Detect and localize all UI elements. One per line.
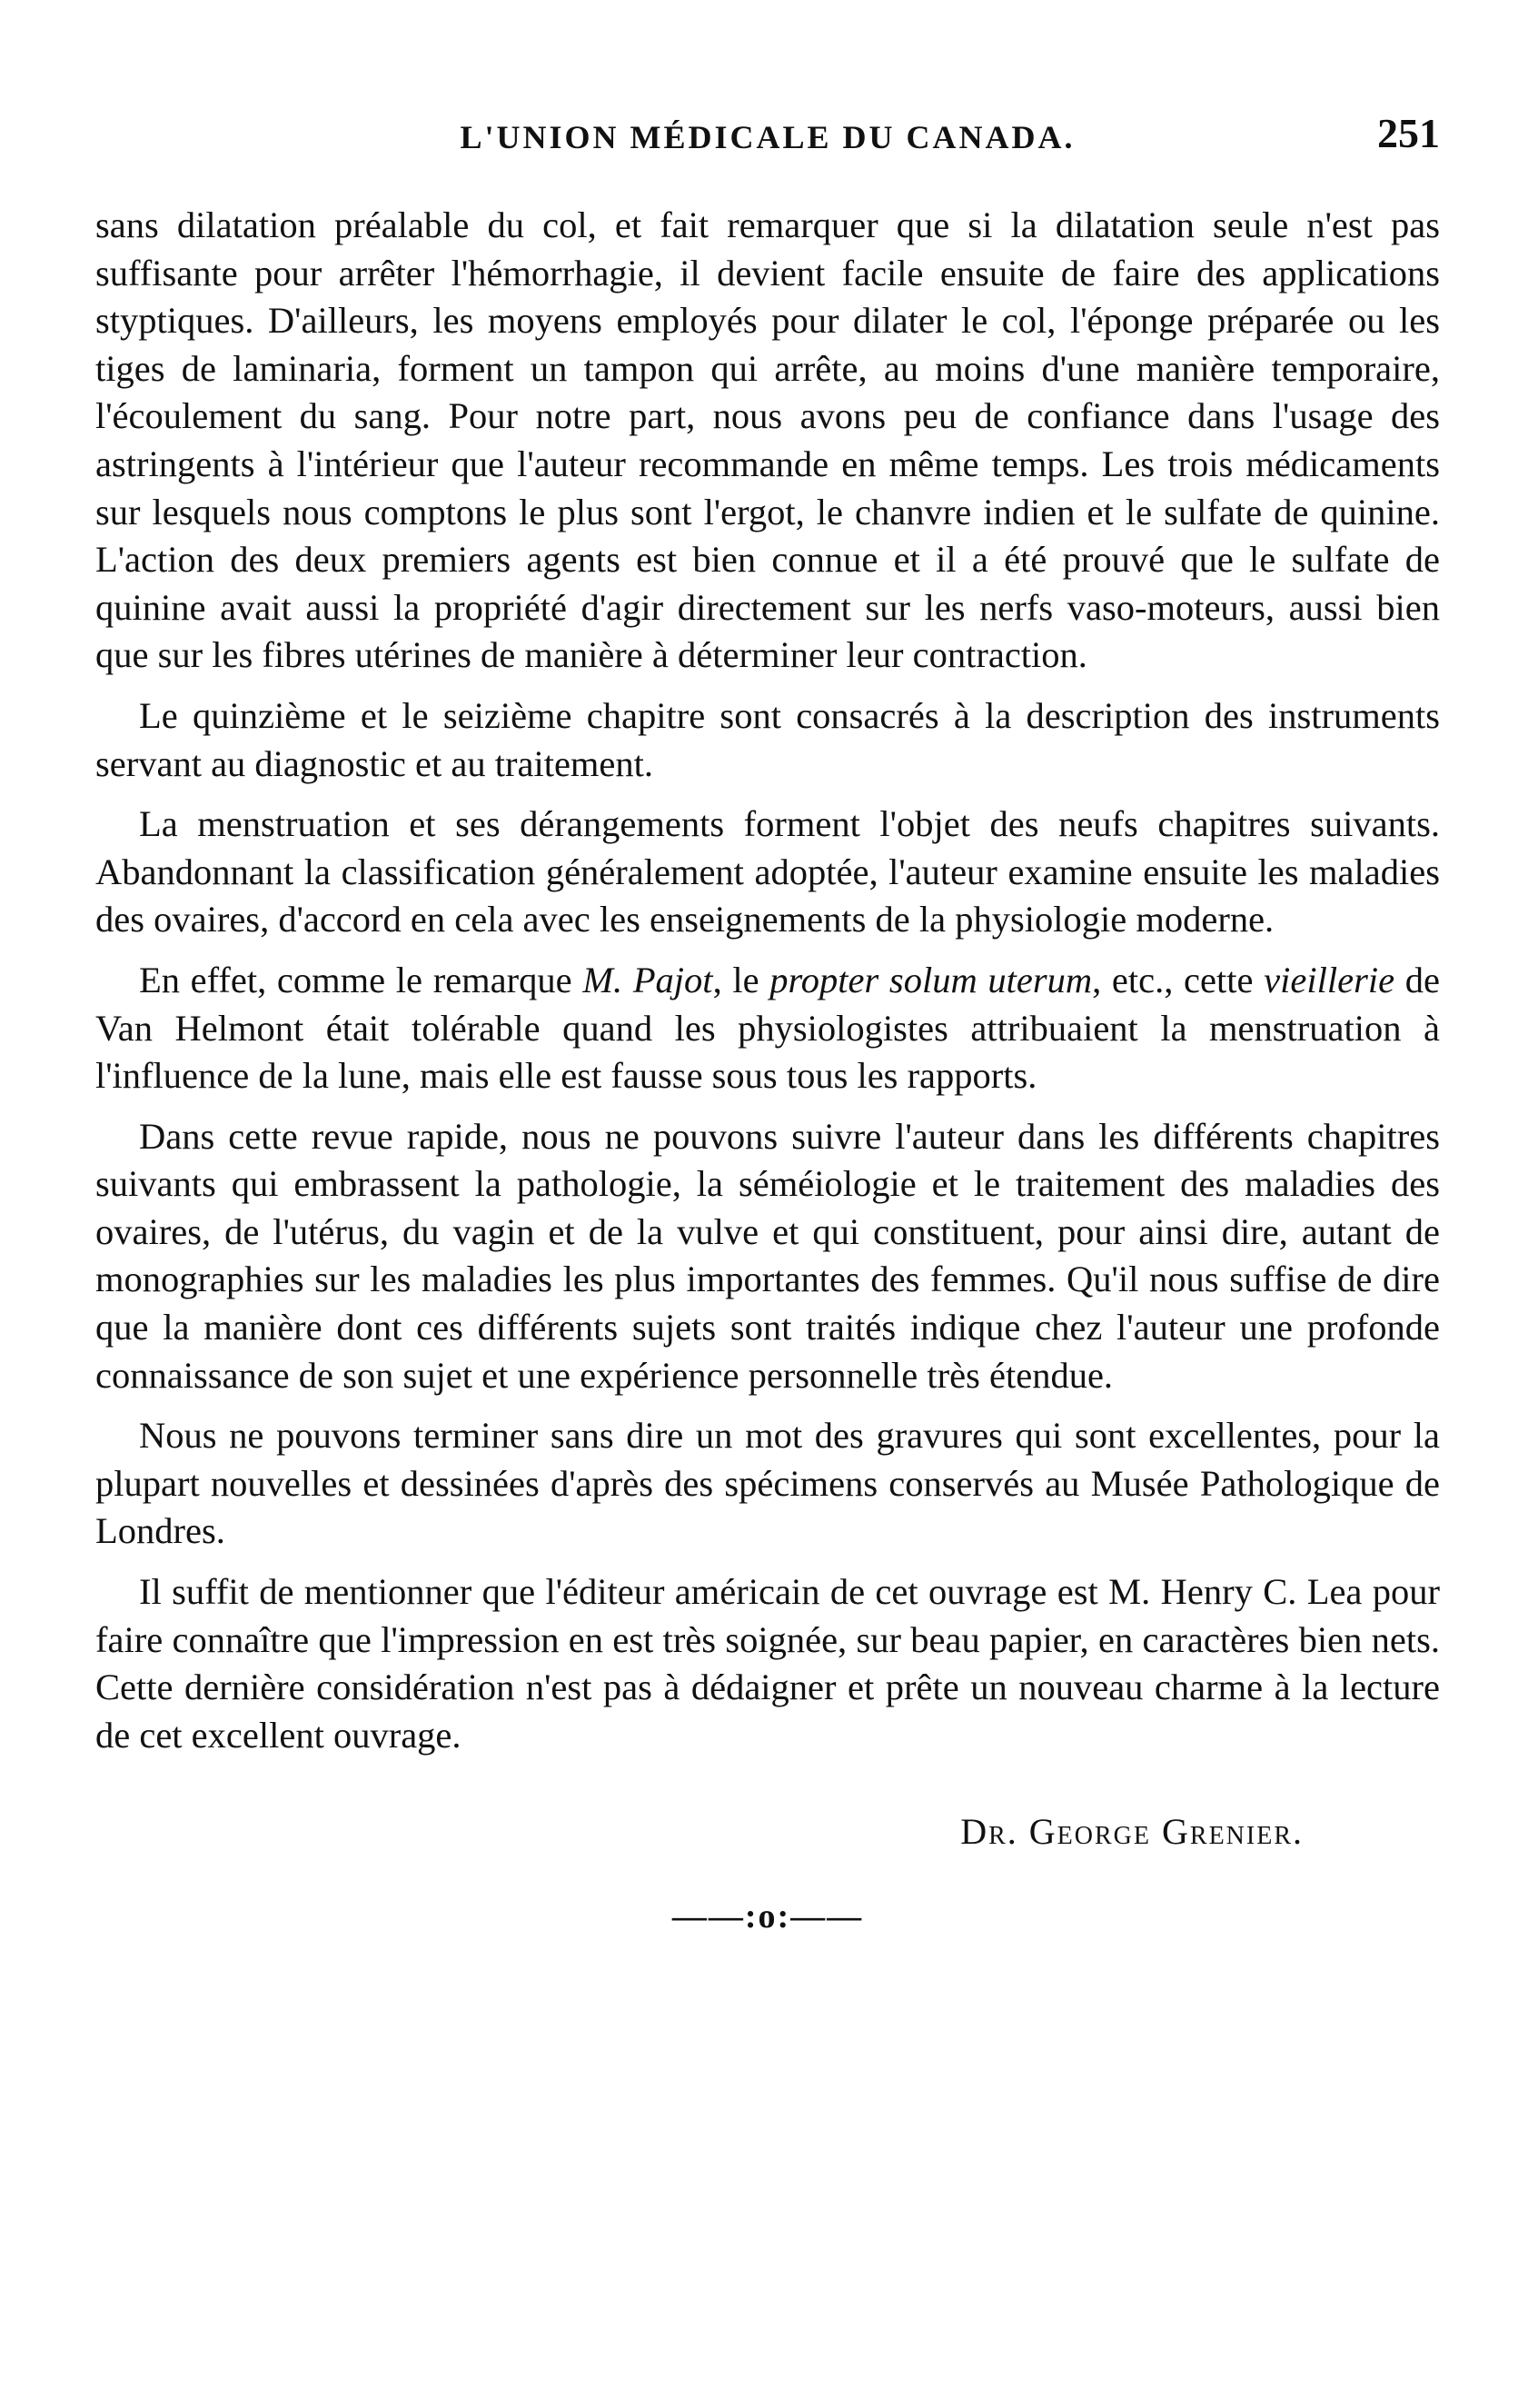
paragraph-5 [95, 1113, 1440, 1400]
paragraph-text: Nous ne pouvons terminer sans dire un mot des gravures qui sont excellentes, pour la plupart nouvelles et dessinées d'après des spécimens conservés au Musée Pathologique de Londres. [95, 1415, 1440, 1552]
paragraph-text: de Van Helmont était tolérable quand les physiologistes attribuaient la menstruation à l'influence de la lune, mais elle est fausse sous tous les rapports. [95, 959, 1440, 1097]
paragraph-1 [95, 202, 1440, 680]
italic-word: vieillerie [1264, 959, 1395, 1000]
page-number: 251 [1377, 110, 1440, 156]
paragraph-6 [95, 1412, 1440, 1556]
paragraph-text: sans dilatation préalable du col, et fait remarquer que si la dilatation seule n'est pas suffisante pour arrêter l'hémorrhagie, il devient facile ensuite de faire des applications styptiques. D'ailleurs, les moyens employés pour dilater le col, l'éponge préparée ou les tiges de laminaria, forment un tampon qui arrête, au moins d'une manière temporaire, l'écoulement du sang. Pour notre part, nous avons peu de confiance dans l'usage des astringents à l'intérieur que l'auteur recommande en même temps. Les trois médicaments sur lesquels nous comptons le plus sont l'ergot, le chanvre indien et le sulfate de quinine. L'action des deux premiers agents est bien connue et il a été prouvé que le sulfate de quinine avait aussi la propriété d'agir directement sur les nerfs vaso-moteurs, aussi bien que sur les fibres utérines de manière à déterminer leur contraction. [95, 204, 1440, 676]
paragraph-3 [95, 801, 1440, 944]
author-signature: Dr. George Grenier. [960, 1811, 1304, 1853]
paragraph-text: , etc., cette [1092, 959, 1265, 1000]
section-ornament: ——:o:—— [671, 1897, 864, 1936]
article-body [95, 202, 1440, 1759]
running-head [95, 109, 1440, 173]
paragraph-text: La menstruation et ses dérangements forment l'objet des neufs chapitres suivants. Abandonnant la classification généralement adoptée, l'auteur examine ensuite les maladies des ovaires, d'accord en cela avec les enseignements de la physiologie moderne. [95, 803, 1440, 940]
paragraph-text: Il suffit de mentionner que l'éditeur américain de cet ouvrage est M. Henry C. Lea pour faire connaître que l'impression en est très soignée, sur beau papier, en caractères bien nets. Cette dernière considération n'est pas à dédaigner et prête un nouveau charme à la lecture de cet excellent ouvrage. [95, 1571, 1440, 1756]
page [95, 109, 1440, 1936]
paragraph-7 [95, 1568, 1440, 1759]
paragraph-text: Le quinzième et le seizième chapitre sont consacrés à la description des instruments servant au diagnostic et au traitement. [95, 694, 1440, 784]
running-title: L'UNION MÉDICALE DU CANADA. [460, 119, 1076, 155]
paragraph-2 [95, 692, 1440, 788]
paragraph-4 [95, 957, 1440, 1100]
italic-name: M. Pajot [582, 959, 713, 1000]
paragraph-text: En effet, comme le remarque [139, 959, 583, 1000]
paragraph-text: , le [712, 959, 770, 1000]
italic-latin-phrase: propter solum uterum [769, 959, 1093, 1000]
paragraph-text: Dans cette revue rapide, nous ne pouvons suivre l'auteur dans les différents chapitres suivants qui embrassent la pathologie, la séméiologie et le traitement des maladies des ovaires, de l'utérus, du vagin et de la vulve et qui constituent, pour ainsi dire, autant de monographies sur les maladies les plus importantes des femmes. Qu'il nous suffise de dire que la manière dont ces différents sujets sont traités indique chez l'auteur une profonde connaissance de son sujet et une expérience personnelle très étendue. [95, 1115, 1440, 1396]
